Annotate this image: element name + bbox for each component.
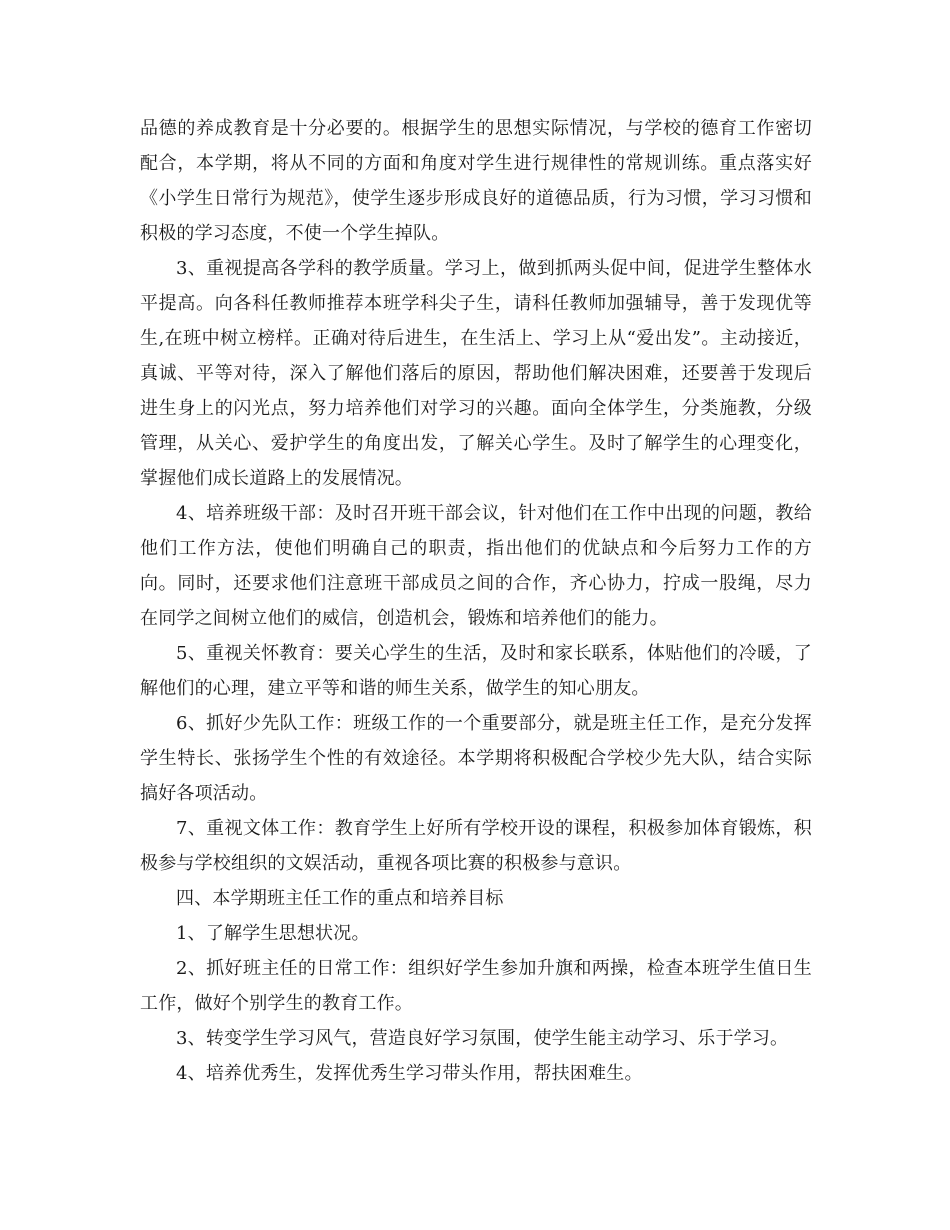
section-heading-four: 四、本学期班主任工作的重点和培养目标 [176, 888, 504, 909]
paragraph-item-7-sports-culture: 7、重视文体工作：教育学生上好所有学校开设的课程，积极参加体育锻炼，积极参与学校组织的文娱活动，重视各项比赛的积极参与意识。 [140, 818, 812, 874]
paragraph-moral-education: 品德的养成教育是十分必要的。根据学生的思想实际情况，与学校的德育工作密切配合，本学期，将从不同的方面和角度对学生进行规律性的常规训练。重点落实好《小学生日常行为规范》，使学生逐步形成良好的道德品质，行为习惯，学习习惯和积极的学习态度，不使一个学生掉队。 [140, 118, 812, 244]
goal-item-1: 1、了解学生思想状况。 [176, 923, 370, 944]
paragraph-item-4-class-cadres: 4、培养班级干部：及时召开班干部会议，针对他们在工作中出现的问题，教给他们工作方法，使他们明确自己的职责，指出他们的优缺点和今后努力工作的方向。同时，还要求他们注意班干部成员之间的合作，齐心协力，拧成一股绳，尽力在同学之间树立他们的威信，创造机会，锻炼和培养他们的能力。 [140, 503, 812, 629]
goal-item-4: 4、培养优秀生，发挥优秀生学习带头作用，帮扶困难生。 [176, 1063, 643, 1084]
paragraph-item-3-teaching-quality: 3、重视提高各学科的教学质量。学习上，做到抓两头促中间，促进学生整体水平提高。向各科任教师推荐本班学科尖子生，请科任教师加强辅导，善于发现优等生,在班中树立榜样。正确对待后进生，在生活上、学习上从“爱出发”。主动接近，真诚、平等对待，深入了解他们落后的原因，帮助他们解决困难，还要善于发现后进生身上的闪光点，努力培养他们对学习的兴趣。面向全体学生，分类施教，分级管理，从关心、爱护学生的角度出发，了解关心学生。及时了解学生的心理变化，掌握他们成长道路上的发展情况。 [140, 258, 812, 489]
document-body [140, 111, 812, 1091]
paragraph-item-5-care-education: 5、重视关怀教育：要关心学生的生活，及时和家长联系，体贴他们的冷暖，了解他们的心理，建立平等和谐的师生关系，做学生的知心朋友。 [140, 643, 812, 699]
paragraph-item-6-young-pioneers: 6、抓好少先队工作：班级工作的一个重要部分，就是班主任工作，是充分发挥学生特长、张扬学生个性的有效途径。本学期将积极配合学校少先大队，结合实际搞好各项活动。 [140, 713, 812, 804]
goal-item-2: 2、抓好班主任的日常工作：组织好学生参加升旗和两操，检查本班学生值日生工作，做好个别学生的教育工作。 [140, 958, 812, 1014]
goal-item-3: 3、转变学生学习风气，营造良好学习氛围，使学生能主动学习、乐于学习。 [176, 1028, 789, 1049]
